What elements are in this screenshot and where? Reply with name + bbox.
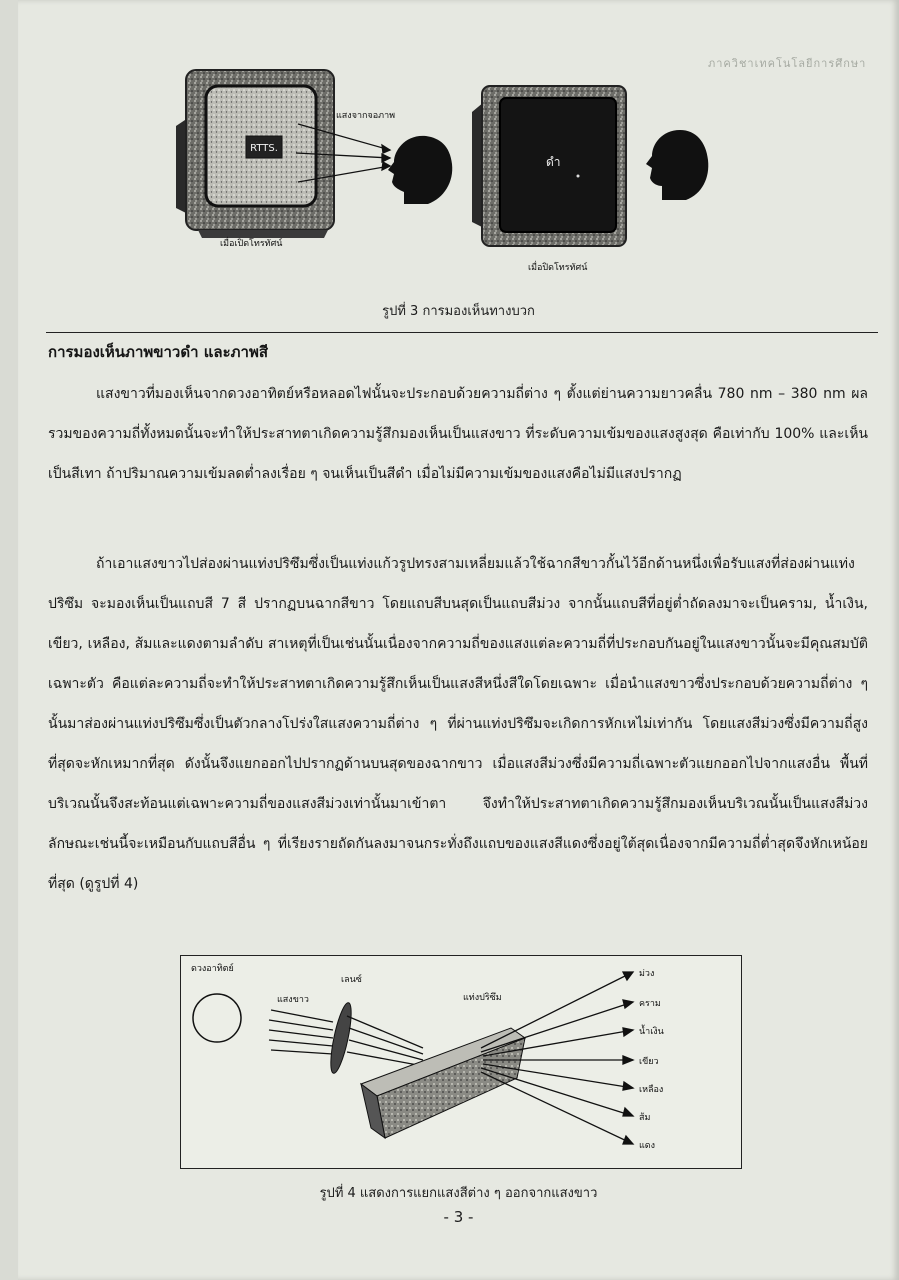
light-from-screen-label: แสงจากจอภาพ: [336, 111, 396, 121]
paragraph-1: [48, 374, 868, 494]
sun-label: ดวงอาทิตย์: [191, 964, 234, 974]
color-label-green: เขียว: [639, 1057, 659, 1067]
figure-4-caption: รูปที่ 4 แสดงการแยกแสงสีต่าง ๆ ออกจากแสงขาว: [319, 1186, 598, 1201]
bleed-through-header: ภาควิชาเทคโนโลยีการศึกษา: [708, 57, 867, 70]
tv-on-label: เมื่อเปิดโทรทัศน์: [220, 239, 283, 249]
dark-screen-text: ดำ: [546, 155, 561, 169]
paragraph-1-text: แสงขาวที่มองเห็นจากดวงอาทิตย์หรือหลอดไฟนั้นจะประกอบด้วยความถี่ต่าง ๆ ตั้งแต่ย่านความยาวคลื่น 780 nm – 380 nm ผลรวมของความถี่ทั้งหมดนั้นจะทำให้ประสาทตาเกิดความรู้สึกมองเห็นเป็นแสงขาว ที่ระดับความเข้มของแสงสูงสุด คือเท่ากับ 100% และเห็นเป็นสีเทา ถ้าปริมาณความเข้มลดต่ำลงเรื่อย ๆ จนเห็นเป็นสีดำ เมื่อไม่มีความเข้มของแสงคือไม่มีแสงปรากฏ: [48, 386, 868, 482]
color-label-violet: ม่วง: [639, 969, 655, 979]
section-divider: [46, 332, 878, 333]
tv-off-label: เมื่อปิดโทรทัศน์: [528, 263, 588, 273]
converging-rays: [347, 1016, 423, 1066]
sun-circle: [193, 994, 241, 1042]
viewer-head-right: [646, 130, 708, 200]
figure-3-caption: รูปที่ 3 การมองเห็นทางบวก: [382, 304, 535, 319]
figure-3-positive-vision: [158, 58, 718, 288]
prism-label: แท่งปริซึม: [463, 993, 502, 1003]
lens-label: เลนซ์: [341, 975, 362, 985]
color-label-red: แดง: [639, 1141, 656, 1151]
color-label-indigo: คราม: [639, 999, 661, 1009]
page-number: - 3 -: [443, 1208, 474, 1226]
document-page: [18, 0, 899, 1280]
prism-shape: [361, 1028, 525, 1138]
paragraph-2-text: ถ้าเอาแสงขาวไปส่องผ่านแท่งปริซึมซึ่งเป็นแท่งแก้วรูปทรงสามเหลี่ยมแล้วใช้ฉากสีขาวกั้นไว้อีกด้านหนึ่งเพื่อรับแสงที่ส่องผ่านแท่งปริซึม จะมองเห็นเป็นแถบสี 7 สี ปรากฏบนฉากสีขาว โดยแถบสีบนสุดเป็นแถบสีม่วง จากนั้นแถบสีที่อยู่ต่ำถัดลงมาจะเป็นคราม, น้ำเงิน, เขียว, เหลือง, ส้มและแดงตามลำดับ สาเหตุที่เป็นเช่นนั้นเนื่องจากความถี่ของแสงแต่ละความถี่ที่ประกอบกันอยู่ในแสงขาวนั้นจะมีคุณสมบัติเฉพาะตัว คือแต่ละความถี่จะทำให้ประสาทตาเกิดความรู้สึกเห็นเป็นแสงสีหนึ่งสีใดโดยเฉพาะ เมื่อนำแสงขาวซึ่งประกอบด้วยความถี่ต่าง ๆ นั้นมาส่องผ่านแท่งปริซึมซึ่งเป็นตัวกลางโปร่งใสแสงความถี่ต่าง ๆ ที่ผ่านแท่งปริซึมจะเกิดการหักเหไม่เท่ากัน โดยแสงสีม่วงซึ่งมีความถี่สูงที่สุดจะหักเหมากที่สุด ดังนั้นจึงแยกออกไปปรากฏด้านบนสุดของฉากขาว เมื่อแสงสีม่วงซึ่งมีความถี่เฉพาะตัวแยกออกไปจากแสงอื่น พื้นที่บริเวณนั้นจึงสะท้อนแต่เฉพาะความถี่ของแสงสีม่วงเท่านั้นมาเข้าตา จึงทำให้ประสาทตาเกิดความรู้สึกมองเห็นบริเวณนั้นเป็นแสงสีม่วง ลักษณะเช่นนี้จะเหมือนกับแถบสีอื่น ๆ ที่เรียงรายถัดกันลงมาจนกระทั่งถึงแถบของแสงสีแดงซึ่งอยู่ใต้สุดเนื่องจากมีความถี่ต่ำสุดจึงหักเหน้อยที่สุด (ดูรูปที่ 4): [48, 556, 868, 892]
white-light-label: แสงขาว: [277, 995, 309, 1005]
tv-off-illustration: [472, 86, 626, 246]
color-label-yellow: เหลือง: [639, 1085, 664, 1095]
paragraph-2: [48, 544, 868, 904]
section-heading: การมองเห็นภาพขาวดำ และภาพสี: [48, 343, 269, 361]
viewer-head-left: [388, 136, 452, 204]
color-label-blue: น้ำเงิน: [639, 1027, 664, 1037]
incoming-white-rays: [269, 1010, 333, 1054]
figure-4-prism-dispersion: [180, 955, 742, 1169]
tv-screen-text: RTTS.: [250, 143, 278, 154]
color-label-orange: ส้ม: [639, 1113, 651, 1123]
